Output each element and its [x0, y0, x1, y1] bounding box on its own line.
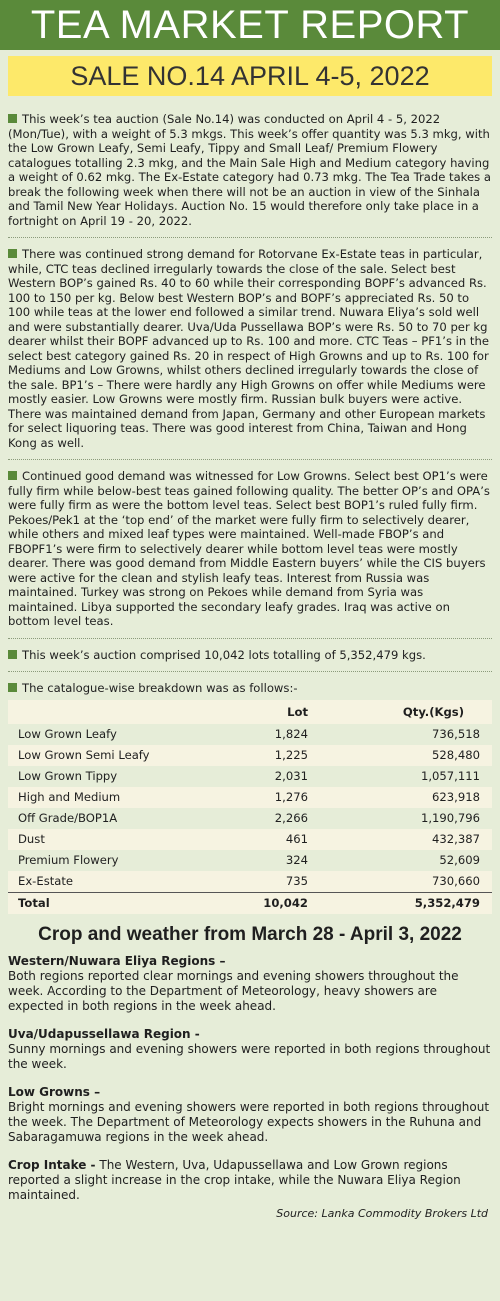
green-square-bullet-icon: [8, 114, 17, 123]
table-cell-qty: 736,518: [308, 724, 492, 745]
table-row: [8, 745, 492, 766]
table-cell-qty: 52,609: [308, 850, 492, 871]
paragraph-high-growns: [8, 247, 492, 450]
table-header-qty: Qty.(Kgs): [308, 700, 492, 724]
region-western-nuwara-eliya: [8, 954, 492, 1014]
table-cell-qty: 432,387: [308, 829, 492, 850]
paragraph-text: Continued good demand was witnessed for Low Growns. Select best OP1’s were fully firm while below-best teas gained following quality. The better OP’s and OPA’s were fully firm as were the bottom level teas. Select best BOP1’s ruled fully firm. Pekoes/Pek1 at the ‘top end’ of the market were fully firm to selectively dearer, while others and mixed leaf types were maintained. Well-made FBOP’s and FBOPF1’s were firm to selectively dearer while bottom level teas were mostly dearer. There was good demand from Middle Eastern buyers’ while the CIS buyers were active for the clean and stylish leafy teas. Interest from Russia was maintained. Turkey was strong on Pekoes while demand from Syria was maintained. Libya supported the secondary leafy grades. Iraq was active on bottom level teas.: [8, 469, 490, 628]
table-row: [8, 766, 492, 787]
table-cell-category: Low Grown Tippy: [8, 766, 212, 787]
table-cell-category: Dust: [8, 829, 212, 850]
region-uva-udapussellawa: [8, 1027, 492, 1072]
paragraph-text: The catalogue-wise breakdown was as follows:-: [22, 681, 298, 695]
table-cell-qty: 730,660: [308, 871, 492, 893]
region-low-growns: [8, 1085, 492, 1145]
region-text: Bright mornings and evening showers were reported in both regions throughout the week. The Department of Meteorology expects showers in the Ruhuna and Sabaragamuwa regions in the week ahead.: [8, 1099, 490, 1144]
green-square-bullet-icon: [8, 650, 17, 659]
table-total-lot: 10,042: [212, 892, 308, 914]
source-credit: Source: Lanka Commodity Brokers Ltd: [276, 1206, 488, 1220]
table-cell-category: Off Grade/BOP1A: [8, 808, 212, 829]
green-square-bullet-icon: [8, 249, 17, 258]
region-text: Sunny mornings and evening showers were reported in both regions throughout the week.: [8, 1041, 491, 1071]
paragraph-breakdown-intro: [8, 681, 492, 696]
report-body: [0, 96, 500, 1220]
region-heading: Low Growns –: [8, 1084, 101, 1099]
table-total-qty: 5,352,479: [308, 892, 492, 914]
paragraph-sale-overview: [8, 112, 492, 228]
table-cell-qty: 623,918: [308, 787, 492, 808]
region-text: Both regions reported clear mornings and evening showers throughout the week. According to the Department of Meteorology, heavy showers are expected in both regions in the week ahead.: [8, 968, 459, 1013]
paragraph-low-growns: [8, 469, 492, 629]
green-square-bullet-icon: [8, 471, 17, 480]
sale-subtitle: SALE NO.14 APRIL 4-5, 2022: [8, 56, 492, 96]
catalogue-breakdown-table: [8, 700, 492, 914]
table-cell-category: Low Grown Semi Leafy: [8, 745, 212, 766]
table-header-lot: Lot: [212, 700, 308, 724]
table-cell-lot: 461: [212, 829, 308, 850]
table-cell-qty: 528,480: [308, 745, 492, 766]
table-cell-lot: 324: [212, 850, 308, 871]
paragraph-text: There was continued strong demand for Rotorvane Ex-Estate teas in particular, while, CTC teas declined irregularly towards the close of the sale. Select best Western BOP’s gained Rs. 40 to 60 while their corresponding BOPF’s advanced Rs. 100 to 150 per kg. Below best Western BOP’s and BOPF’s appreciated Rs. 50 to 100 while teas at the lower end followed a similar trend. Nuwara Eliya’s sold well and were substantially dearer. Uva/Uda Pussellawa BOP’s were Rs. 50 to 70 per kg dearer whilst their BOPF advanced up to Rs. 100 and more. CTC Teas – PF1’s in the select best category gained Rs. 20 in respect of High Growns and up to Rs. 100 for Mediums and Low Growns, whilst others declined irregularly towards the close of the sale. BP1’s – There were hardly any High Growns on offer while Mediums were mostly easier. Low Growns were mostly firm. Russian bulk buyers were active. There was maintained demand from Japan, Germany and other European markets for select liquoring teas. There was good interest from China, Taiwan and Hong Kong as well.: [8, 247, 489, 450]
table-row: [8, 808, 492, 829]
table-row: [8, 787, 492, 808]
green-square-bullet-icon: [8, 683, 17, 692]
table-row: [8, 724, 492, 745]
region-heading: Crop Intake -: [8, 1157, 96, 1172]
table-cell-qty: 1,190,796: [308, 808, 492, 829]
region-heading: Uva/Udapussellawa Region -: [8, 1026, 200, 1041]
table-header-row: [8, 700, 492, 724]
region-text: The Western, Uva, Udapussellawa and Low Grown regions reported a slight increase in the crop intake, while the Nuwara Eliya Region maintained.: [8, 1157, 461, 1202]
table-cell-lot: 1,276: [212, 787, 308, 808]
divider: [8, 237, 492, 238]
divider: [8, 671, 492, 672]
paragraph-auction-summary: [8, 648, 492, 663]
paragraph-text: This week’s auction comprised 10,042 lots totalling of 5,352,479 kgs.: [22, 647, 426, 662]
table-header-category: [8, 700, 212, 724]
crop-weather-heading: Crop and weather from March 28 - April 3, 2022: [38, 923, 462, 945]
table-cell-lot: 1,225: [212, 745, 308, 766]
divider: [8, 459, 492, 460]
table-cell-lot: 735: [212, 871, 308, 893]
paragraph-text: This week’s tea auction (Sale No.14) was conducted on April 4 - 5, 2022 (Mon/Tue), with a weight of 5.3 mkgs. This week’s offer quantity was 5.3 mkg, with the Low Grown Leafy, Semi Leafy, Tippy and Small Leaf/ Premium Flowery catalogues totalling 2.3 mkg, and the Main Sale High and Medium category having a weight of 0.62 mkg. The Ex-Estate category had 0.73 mkg. The Tea Trade takes a break the following week when there will not be an auction in view of the Sinhala and Tamil New Year Holidays. Auction No. 15 would therefore only take place in a fortnight on April 19 - 20, 2022.: [8, 112, 491, 228]
table-row: [8, 850, 492, 871]
table-row: [8, 829, 492, 850]
table-cell-lot: 1,824: [212, 724, 308, 745]
report-title: TEA MARKET REPORT: [0, 0, 500, 50]
table-cell-qty: 1,057,111: [308, 766, 492, 787]
table-total-label: Total: [8, 892, 212, 914]
table-cell-lot: 2,266: [212, 808, 308, 829]
table-cell-lot: 2,031: [212, 766, 308, 787]
region-heading: Western/Nuwara Eliya Regions –: [8, 953, 226, 968]
table-cell-category: Low Grown Leafy: [8, 724, 212, 745]
divider: [8, 638, 492, 639]
table-total-row: [8, 892, 492, 914]
table-cell-category: High and Medium: [8, 787, 212, 808]
table-row: [8, 871, 492, 893]
table-cell-category: Ex-Estate: [8, 871, 212, 893]
table-cell-category: Premium Flowery: [8, 850, 212, 871]
crop-intake: [8, 1158, 492, 1203]
